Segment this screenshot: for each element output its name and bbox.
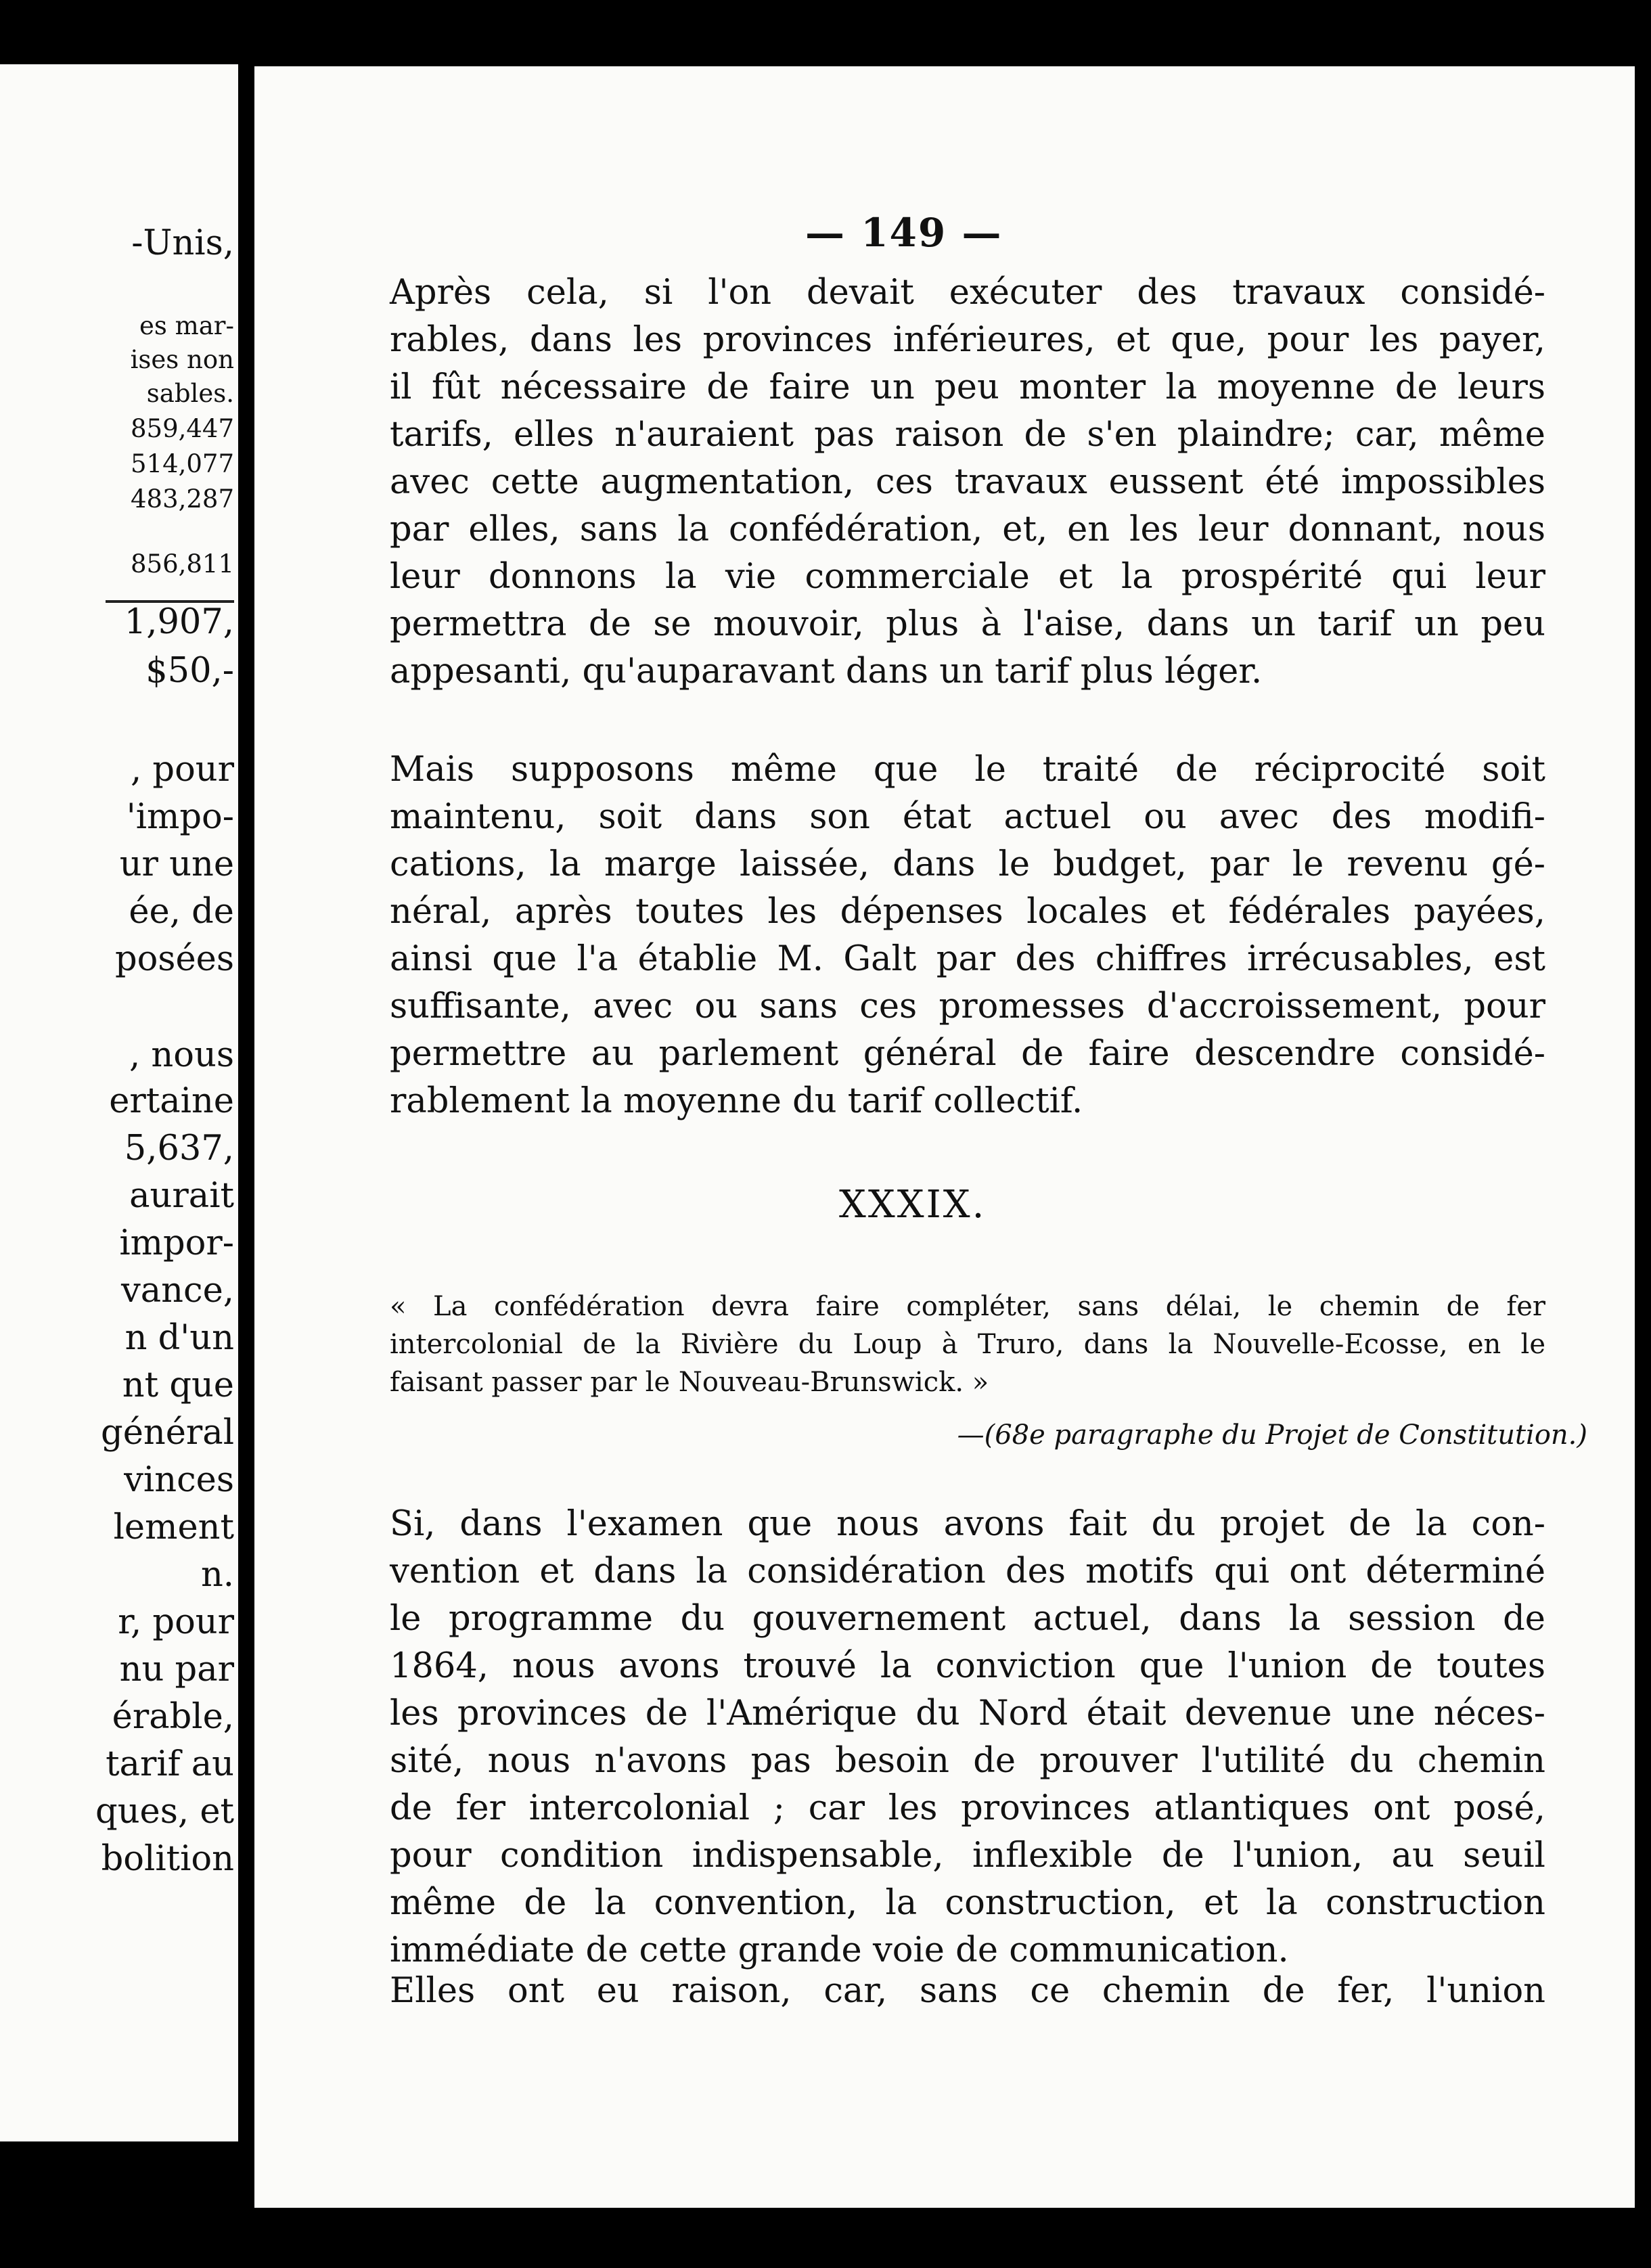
text-line: les provinces de l'Amérique du Nord était devenue une néces- xyxy=(390,1694,1545,1733)
paragraph-2 xyxy=(390,746,1545,1125)
left-page-line: sables. xyxy=(146,379,234,408)
left-page-line: érable, xyxy=(112,1697,234,1737)
text-line: même de la convention, la construction, et la construction xyxy=(390,1883,1545,1923)
left-page-line: tarif au xyxy=(106,1744,234,1784)
left-page-line: ises non xyxy=(130,345,234,374)
page-number: — 149 — xyxy=(805,210,1003,256)
left-page-line: général xyxy=(101,1413,234,1453)
left-page-line: , pour xyxy=(131,750,234,790)
text-line: Si, dans l'examen que nous avons fait du projet de la con- xyxy=(390,1504,1545,1544)
quotation-block xyxy=(390,1288,1545,1401)
left-page-line: 856,811 xyxy=(130,549,234,579)
left-page-line: bolition xyxy=(101,1839,234,1879)
text-line: pour condition indispensable, inflexible de l'union, au seuil xyxy=(390,1836,1545,1876)
text-line: par elles, sans la confédération, et, en les leur donnant, nous xyxy=(390,509,1545,549)
text-line: ainsi que l'a établie M. Galt par des chiffres irrécusables, est xyxy=(390,939,1545,979)
text-line: maintenu, soit dans son état actuel ou avec des modifi- xyxy=(390,797,1545,837)
text-line: de fer intercolonial ; car les provinces atlantiques ont posé, xyxy=(390,1788,1545,1828)
left-page-line: ur une xyxy=(119,844,234,884)
text-line: appesanti, qu'auparavant dans un tarif plus léger. xyxy=(390,652,1263,691)
left-page-line: ertaine xyxy=(109,1081,234,1121)
left-page-line: 1,907, xyxy=(124,602,234,642)
text-line: Elles ont eu raison, car, sans ce chemin de fer, l'union xyxy=(390,1971,1545,2011)
paragraph-1 xyxy=(390,269,1545,696)
quotation-source: —(68e paragraphe du Projet de Constitution.) xyxy=(957,1420,1587,1451)
paragraph-3 xyxy=(390,1501,1545,1974)
text-line: tarifs, elles n'auraient pas raison de s'en plaindre; car, même xyxy=(390,415,1545,455)
left-page-line: vance, xyxy=(120,1271,234,1311)
left-page-line: n d'un xyxy=(125,1318,234,1358)
text-line: intercolonial de la Rivière du Loup à Truro, dans la Nouvelle-Ecosse, en le xyxy=(390,1329,1545,1360)
left-page-line: 859,447 xyxy=(130,414,234,443)
text-line: permettra de se mouvoir, plus à l'aise, dans un tarif un peu xyxy=(390,604,1545,644)
left-page-line: 514,077 xyxy=(130,449,234,478)
left-page-line: lement xyxy=(113,1507,234,1547)
left-page-line: aurait xyxy=(129,1176,234,1216)
left-page-line: r, pour xyxy=(118,1602,234,1642)
left-page-line: impor- xyxy=(119,1223,234,1263)
text-line: le programme du gouvernement actuel, dans la session de xyxy=(390,1599,1545,1639)
text-line: rables, dans les provinces inférieures, et que, pour les payer, xyxy=(390,320,1545,360)
text-line: rablement la moyenne du tarif collectif. xyxy=(390,1081,1083,1121)
left-page-line: 5,637, xyxy=(124,1129,234,1169)
left-page-line: vinces xyxy=(124,1460,234,1500)
left-page-line: nt que xyxy=(122,1365,234,1405)
left-page-line: , nous xyxy=(129,1035,234,1075)
text-line: cations, la marge laissée, dans le budget, par le revenu gé- xyxy=(390,844,1545,884)
text-line: immédiate de cette grande voie de communication. xyxy=(390,1930,1289,1970)
left-page-fragment xyxy=(0,64,238,2141)
text-line: permettre au parlement général de faire descendre considé- xyxy=(390,1034,1545,1074)
text-line: Après cela, si l'on devait exécuter des travaux considé- xyxy=(390,273,1545,313)
text-line: il fût nécessaire de faire un peu monter la moyenne de leurs xyxy=(390,367,1545,407)
left-page-line: ques, et xyxy=(95,1792,234,1832)
text-line: suffisante, avec ou sans ces promesses d'accroissement, pour xyxy=(390,986,1545,1026)
left-page-line: nu par xyxy=(119,1650,234,1689)
left-page-line: -Unis, xyxy=(131,223,234,263)
text-line: « La confédération devra faire compléter, sans délai, le chemin de fer xyxy=(390,1291,1545,1322)
text-line: sité, nous n'avons pas besoin de prouver l'utilité du chemin xyxy=(390,1741,1545,1781)
right-page xyxy=(254,66,1635,2208)
left-page-line: ée, de xyxy=(129,892,234,932)
left-page-line: n. xyxy=(200,1555,234,1595)
text-line: faisant passer par le Nouveau-Brunswick. » xyxy=(390,1367,989,1398)
text-line: néral, après toutes les dépenses locales et fédérales payées, xyxy=(390,892,1545,932)
left-page-line: $50,- xyxy=(145,651,234,691)
section-heading: XXXIX. xyxy=(839,1183,987,1227)
left-page-line: es mar- xyxy=(139,311,234,340)
left-page-line: 'impo- xyxy=(126,797,234,837)
paragraph-4 xyxy=(390,1968,1545,2015)
text-line: avec cette augmentation, ces travaux eussent été impossibles xyxy=(390,462,1545,502)
left-page-line: 483,287 xyxy=(130,484,234,514)
text-line: 1864, nous avons trouvé la conviction que l'union de toutes xyxy=(390,1646,1545,1686)
left-page-line: posées xyxy=(114,939,234,979)
text-line: leur donnons la vie commerciale et la prospérité qui leur xyxy=(390,557,1545,597)
text-line: vention et dans la considération des motifs qui ont déterminé xyxy=(390,1551,1545,1591)
text-line: Mais supposons même que le traité de réciprocité soit xyxy=(390,750,1545,790)
